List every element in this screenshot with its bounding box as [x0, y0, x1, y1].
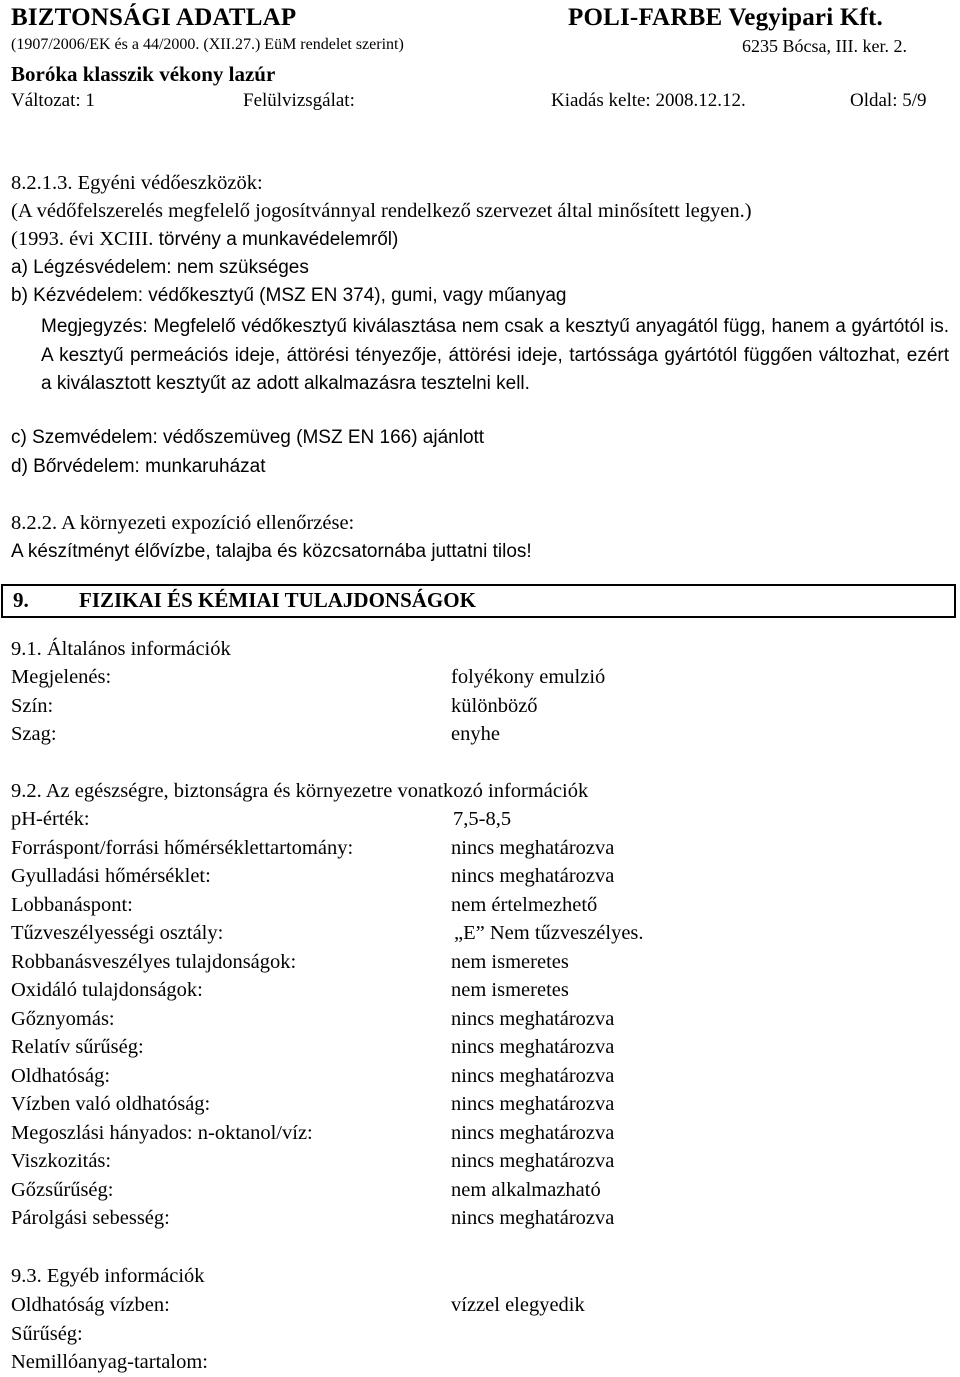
property-value: 7,5-8,5	[453, 808, 512, 830]
property-label: Relatív sűrűség:	[11, 1036, 144, 1058]
property-label: Lobbanáspont:	[11, 893, 133, 916]
property-label: Viszkozitás:	[11, 1150, 112, 1172]
property-label: Oxidáló tulajdonságok:	[11, 979, 203, 1001]
section-9-header-box	[1, 584, 956, 618]
property-value: nincs meghatározva	[451, 1207, 615, 1229]
law-reference-part1: (1993. évi XCIII.	[11, 228, 154, 250]
property-value: nincs meghatározva	[451, 1036, 615, 1058]
page-number: Oldal: 5/9	[850, 90, 927, 111]
protective-equipment-note: (A védőfelszerelés megfelelő jogosítvánnyal rendelkező szervezet által minősített legyen.)	[11, 200, 752, 222]
property-label: Tűzveszélyességi osztály:	[11, 922, 224, 944]
environmental-exposure-text: A készítményt élővízbe, talajba és közcsatornába juttatni tilos!	[11, 541, 532, 562]
property-value: nincs meghatározva	[451, 1007, 615, 1030]
property-label: Megjelenés:	[11, 666, 112, 688]
section-8-2-1-3-heading: 8.2.1.3. Egyéni védőeszközök:	[11, 172, 263, 194]
property-value: nincs meghatározva	[451, 1121, 615, 1144]
eye-protection: c) Szemvédelem: védőszemüveg (MSZ EN 166) ajánlott	[11, 427, 485, 448]
property-value: nincs meghatározva	[451, 836, 615, 859]
property-value: enyhe	[451, 723, 500, 745]
property-value: vízzel elegyedik	[451, 1294, 585, 1316]
property-value: nem alkalmazható	[451, 1178, 601, 1201]
property-value: nincs meghatározva	[451, 865, 615, 887]
property-label: Párolgási sebesség:	[11, 1207, 170, 1229]
property-label: Vízben való oldhatóság:	[11, 1093, 211, 1115]
company-address: 6235 Bócsa, III. ker. 2.	[742, 36, 907, 56]
version: Változat: 1	[11, 90, 95, 111]
property-label: Gőzsűrűség:	[11, 1178, 114, 1201]
property-value: folyékony emulzió	[451, 666, 606, 688]
property-label: Oldhatóság:	[11, 1064, 111, 1087]
property-label: Gőznyomás:	[11, 1007, 115, 1030]
issue-date: Kiadás kelte: 2008.12.12.	[551, 90, 746, 111]
property-label: Szín:	[11, 694, 54, 717]
section-9-1-heading: 9.1. Általános információk	[11, 638, 231, 660]
law-reference-part2: törvény a munkavédelemről)	[153, 229, 399, 250]
company-name: POLI-FARBE Vegyipari Kft.	[568, 4, 883, 31]
property-value: nincs meghatározva	[451, 1150, 615, 1172]
law-reference	[11, 228, 398, 251]
property-label: Robbanásveszélyes tulajdonságok:	[11, 950, 297, 973]
hand-protection: b) Kézvédelem: védőkesztyű (MSZ EN 374), gumi, vagy műanyag	[11, 285, 567, 306]
product-name: Boróka klasszik vékony lazúr	[11, 62, 276, 86]
doc-title: BIZTONSÁGI ADATLAP	[11, 4, 297, 31]
section-8-2-2-heading: 8.2.2. A környezeti expozíció ellenőrzése:	[11, 512, 355, 534]
property-value: nincs meghatározva	[451, 1064, 615, 1087]
property-value: nincs meghatározva	[451, 1093, 615, 1115]
section-9-number: 9.	[13, 588, 29, 612]
property-label: pH-érték:	[11, 808, 90, 830]
property-label: Oldhatóság vízben:	[11, 1294, 170, 1316]
section-9-2-heading: 9.2. Az egészségre, biztonságra és környezetre vonatkozó információk	[11, 780, 589, 802]
property-label: Gyulladási hőmérséklet:	[11, 865, 211, 887]
section-9-title-text: FIZIKAI ÉS KÉMIAI TULAJDONSÁGOK	[79, 588, 476, 612]
property-label: Nemillóanyag-tartalom:	[11, 1351, 208, 1373]
property-label: Szag:	[11, 723, 57, 745]
regulation-note: (1907/2006/EK és a 44/2000. (XII.27.) EüM rendelet szerint)	[11, 36, 404, 53]
glove-remark: Megjegyzés: Megfelelő védőkesztyű kiválasztása nem csak a kesztyű anyagától függ, hanem a gyártótól is. A kesztyű permeációs ideje, áttörési tényezője, áttörési ideje, tartóssága gyártótól függően változhat, ezért a kiválasztott kesztyűt az adott alkalmazásra tesztelni kell.	[41, 316, 949, 394]
revision: Felülvizsgálat:	[243, 90, 355, 111]
section-9-3-heading: 9.3. Egyéb információk	[11, 1265, 205, 1287]
property-label: Megoszlási hányados: n-oktanol/víz:	[11, 1121, 313, 1144]
skin-protection: d) Bőrvédelem: munkaruházat	[11, 456, 266, 477]
property-value: nem ismeretes	[451, 950, 569, 973]
property-label: Forráspont/forrási hőmérséklettartomány:	[11, 836, 354, 859]
property-value: különböző	[451, 694, 538, 717]
property-value: nem értelmezhető	[451, 893, 598, 916]
section-9-title	[13, 588, 476, 613]
property-value: nem ismeretes	[451, 979, 569, 1001]
property-label: Sűrűség:	[11, 1322, 83, 1345]
property-value: „E” Nem tűzveszélyes.	[454, 922, 644, 944]
respiratory-protection: a) Légzésvédelem: nem szükséges	[11, 257, 309, 278]
